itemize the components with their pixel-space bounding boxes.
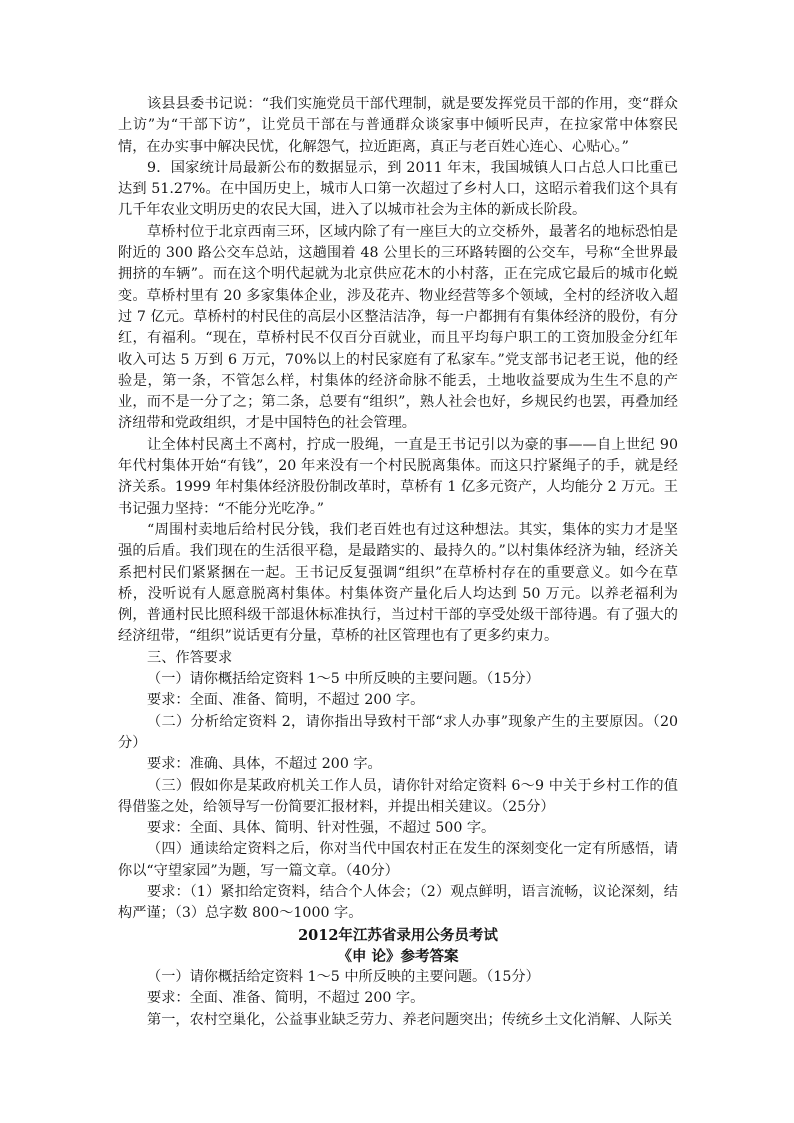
paragraph-county-secretary-quote: 该县县委书记说：“我们实施党员干部代理制，就是要发挥党员干部的作用，变“群众上访”为“干部下访”，让党员干部在与普通群众谈家事中倾听民声，在拉家常中体察民情，在办实事中解决民忧，化解怨气，拉近距离，真正与老百姓心连心、心贴心。” [118,96,678,155]
question-4-requirement: 要求：（1）紧扣给定资料，结合个人体会；（2）观点鲜明，语言流畅，议论深刻，结构严谨；（3）总字数 800～1000 字。 [118,883,678,922]
question-3-requirement: 要求：全面、具体、简明、针对性强，不超过 500 字。 [147,820,496,837]
paragraph-caoqiao-village: 草桥村位于北京西南三环，区域内除了有一座巨大的立交桥外，最著名的地标恐怕是附近的 300 路公交车总站，这趟围着 48 公里长的三环路转圈的公交车，号称“全世界最拥挤的车辆”。而在这个明代起就为北京供应花木的小村落，正在完成它最后的城市化蜕变。草桥村里有 20 多家集体企业，涉及花卉、物业经营等多个领域，全村的经济收入超过 7 亿元。草桥村的村民住的高层小区整洁洁净，每一户都拥有有集体经济的股份，有分红，有福利。“现在，草桥村民不仅百分百就业，而且平均每户职工的工资加股金分红年收入可达 5 万到 6 万元，70%以上的村民家庭有了私家车。”党支部书记老王说，他的经验是，第一条，不管怎么样，村集体的经济命脉不能丢，土地收益要成为生生不息的产业，而不是一分了之；第二条，总要有“组织”，熟人社会也好，乡规民约也罢，再叠加经济纽带和党政组织，才是中国特色的社会管理。 [118,223,678,432]
paragraph-urbanization-statistics: 9．国家统计局最新公布的数据显示，到 2011 年末，我国城镇人口占总人口比重已达到 51.27%。在中国历史上，城市人口第一次超过了乡村人口，这昭示着我们这个具有几千年农业文明历史的农民大国，进入了以城市社会为主体的新成长阶段。 [118,159,678,219]
answer-title: 2012年江苏省录用公务员考试 [298,926,498,944]
question-2-requirement: 要求：准确、具体，不超过 200 字。 [147,756,382,773]
question-1-requirement: 要求：全面、准备、简明，不超过 200 字。 [147,692,425,709]
question-4: （四）通读给定资料之后，你对当代中国农村正在发生的深刻变化一定有所感悟，请你以“守望家园”为题，写一篇文章。（40分） [118,841,678,879]
answer-subtitle: 《申 论》参考答案 [337,947,459,965]
answer-question-1: （一）请你概括给定资料 1～5 中所反映的主要问题。（15分） [147,969,540,986]
question-3: （三）假如你是某政府机关工作人员，请你针对给定资料 6～9 中关于乡村工作的值得借鉴之处，给领导写一份简要汇报材料，并提出相关建议。（25分） [118,777,678,815]
paragraph-villager-quote: “周围村卖地后给村民分钱，我们老百姓也有过这种想法。其实，集体的实力才是坚强的后盾。我们现在的生活很平稳，是最踏实的、最持久的。”以村集体经济为轴，经济关系把村民们紧紧捆在一起。王书记反复强调“组织”在草桥村存在的重要意义。如今在草桥，没听说有人愿意脱离村集体。村集体资产量化后人均达到 50 万元。以养老福利为例，普通村民比照科级干部退休标准执行，当过村干部的享受处级干部待遇。有了强大的经济纽带，“组织”说话更有分量，草桥的社区管理也有了更多约束力。 [118,521,678,645]
answer-paragraph-first-point: 第一，农村空巢化，公益事业缺乏劳力、养老问题突出；传统乡土文化消解、人际关 [147,1011,672,1028]
section-heading-requirements: 三、作答要求 [147,649,233,666]
document-body [118,94,678,1031]
answer-question-1-requirement: 要求：全面、准备、简明，不超过 200 字。 [147,990,425,1007]
question-2: （二）分析给定资料 2，请你指出导致村干部“求人办事”现象产生的主要原因。（20分） [118,713,678,751]
paragraph-collective-economy: 让全体村民离土不离村，拧成一股绳，一直是王书记引以为豪的事——自上世纪 90 年代村集体开始“有钱”，20 年来没有一个村民脱离集体。而这只拧紧绳子的手，就是经济关系。1999 年村集体经济股份制改革时，草桥有 1 亿多元资产，人均能分 2 万元。王书记强力坚持：“不能分光吃净。” [118,436,678,517]
question-1: （一）请你概括给定资料 1～5 中所反映的主要问题。（15分） [147,671,540,688]
